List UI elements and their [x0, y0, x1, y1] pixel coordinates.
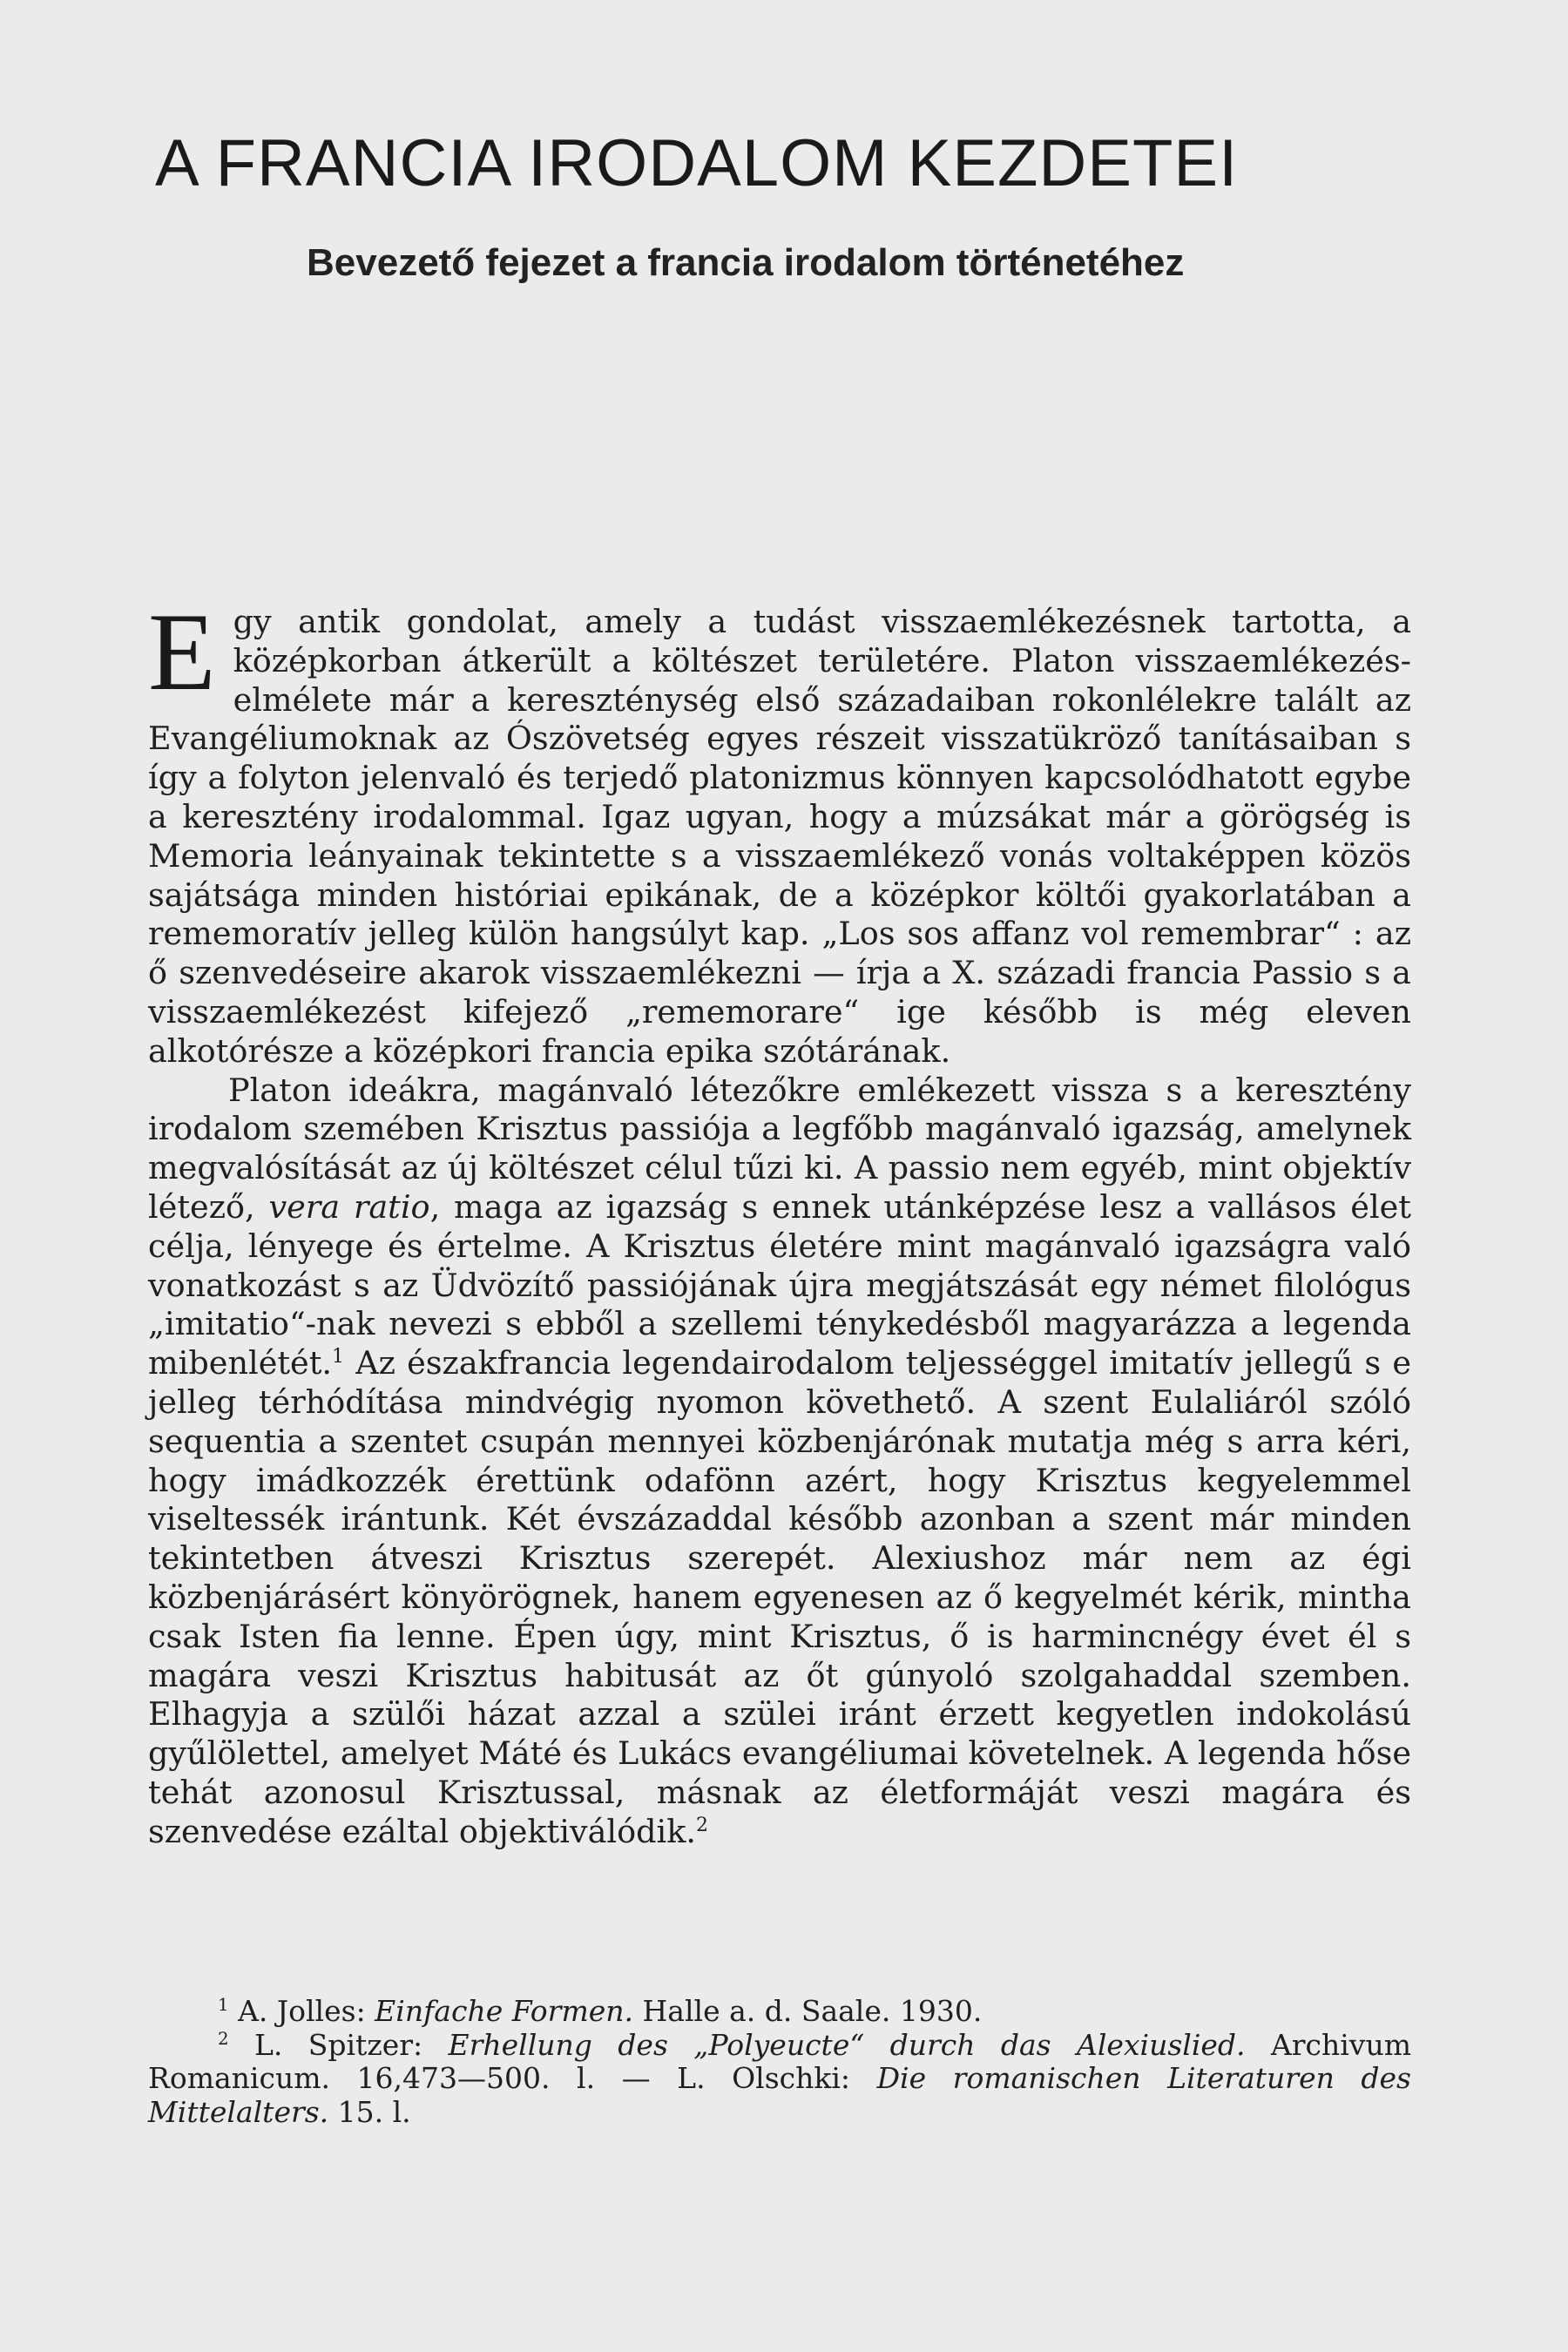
footnote-ref-1: 1 — [332, 1345, 344, 1368]
paragraph-2 — [148, 1071, 1411, 1852]
footnote-rest: Halle a. d. Saale. 1930. — [633, 1994, 983, 2028]
paragraph-2-text-c: Az északfrancia legendairodalom teljességgel imitatív jellegű s e jelleg térhódítása mindvégig nyomon követhető. A szent Eulaliáról szóló sequentia a szentet csupán mennyei közbenjárónak mutatja még s arra kéri, hogy imádkozzék érettünk odafönn azért, hogy Krisztus kegyelemmel viseltessék irántunk. Két évszázaddal később azonban a szent már minden tekintetben átveszi Krisztus szerepét. Alexiushoz már nem az égi közbenjárásért könyörögnek, hanem egyenesen az ő kegyelmét kérik, mintha csak Isten fia lenne. Épen úgy, mint Krisztus, ő is harmincnégy évet él s magára veszi Krisztus habitusát az őt gúnyoló szolgahaddal szemben. Elhagyja a szülői házat azzal a szülei iránt érzett kegyetlen indokolású gyűlölettel, amelyet Máté és Lukács evangéliumai követelnek. A legenda hőse tehát azonosul Krisztussal, másnak az életformáját veszi magára és szenvedése ezáltal objektiválódik. — [148, 1344, 1411, 1850]
latin-term: vera ratio — [268, 1187, 430, 1226]
paragraph-2-text-b: , maga az igazság s ennek utánképzése lesz a vallásos élet célja, lényege és értelme. A Krisztus életére mint magánvaló igazságra való vonatkozást s az Üdvözítő passiójának újra megjátszását egy német filológus „imitatio“-nak nevezi s ebből a szellemi ténykedésből magyarázza a legenda mibenlétét. — [148, 1187, 1411, 1382]
footnote-rest-2: 15. l. — [328, 2094, 411, 2129]
paragraph-1 — [148, 591, 1411, 1071]
paragraph-1-text: gy antik gondolat, amely a tudást visszaemlékezésnek tartotta, a középkorban átkerült a költészet területére. Platon visszaemlékezés-elmélete már a kereszténység első századaiban rokonlélekre talált az Evangéliumoknak az Ószövetség egyes részeit visszatükröző tanításaiban s így a folyton jelenvaló és terjedő platonizmus könnyen kapcsolódhatott egybe a keresztény irodalommal. Igaz ugyan, hogy a múzsákat már a görögség is Memoria leányainak tekintette s a visszaemlékező vonás voltaképpen közös sajátsága minden históriai epikának, de a középkor költői gyakorlatában a rememoratív jelleg külön hangsúlyt kap. „Los sos affanz vol remembrar“ : az ő szenvedéseire akarok visszaemlékezni — írja a X. századi francia Passio s a visszaemlékezést kifejező „rememorare“ ige később is még eleven alkotórésze a középkori francia epika szótárának. — [148, 603, 1411, 1070]
page-subtitle: Bevezető fejezet a francia irodalom történetéhez — [307, 241, 1185, 284]
footnote-author: A. Jolles: — [228, 1994, 375, 2028]
footnote-1 — [148, 1995, 1411, 2029]
body-text — [148, 591, 1411, 1852]
drop-cap: E — [148, 591, 216, 713]
footnote-2 — [148, 2029, 1411, 2130]
footnote-number: 2 — [218, 2028, 229, 2049]
page-title: A FRANCIA IRODALOM KEZDETEI — [155, 126, 1239, 200]
footnote-work-2: Die romanischen Literaturen des Mittelalters. — [148, 2061, 1411, 2129]
footnote-work: Einfache Formen. — [375, 1994, 634, 2028]
paragraph-2-text-a: Platon ideákra, magánvaló létezőkre emlékezett vissza s a keresztény irodalom szemében Krisztus passiója a legfőbb magánvaló igazság, amelynek megvalósítását az új költészet célul tűzi ki. A passio nem egyéb, mint objektív létező, — [148, 1071, 1411, 1226]
footnote-work: Erhellung des „Polyeucte“ durch das Alexiuslied. — [448, 2027, 1246, 2062]
footnote-number: 1 — [218, 1995, 229, 2015]
footnote-author: L. Spitzer: — [228, 2027, 449, 2062]
footnote-ref-2: 2 — [696, 1814, 708, 1836]
footnote-rest: Archivum Romanicum. 16,473—500. l. — L. Olschki: — [148, 2027, 1411, 2095]
footnotes — [148, 1995, 1411, 2129]
